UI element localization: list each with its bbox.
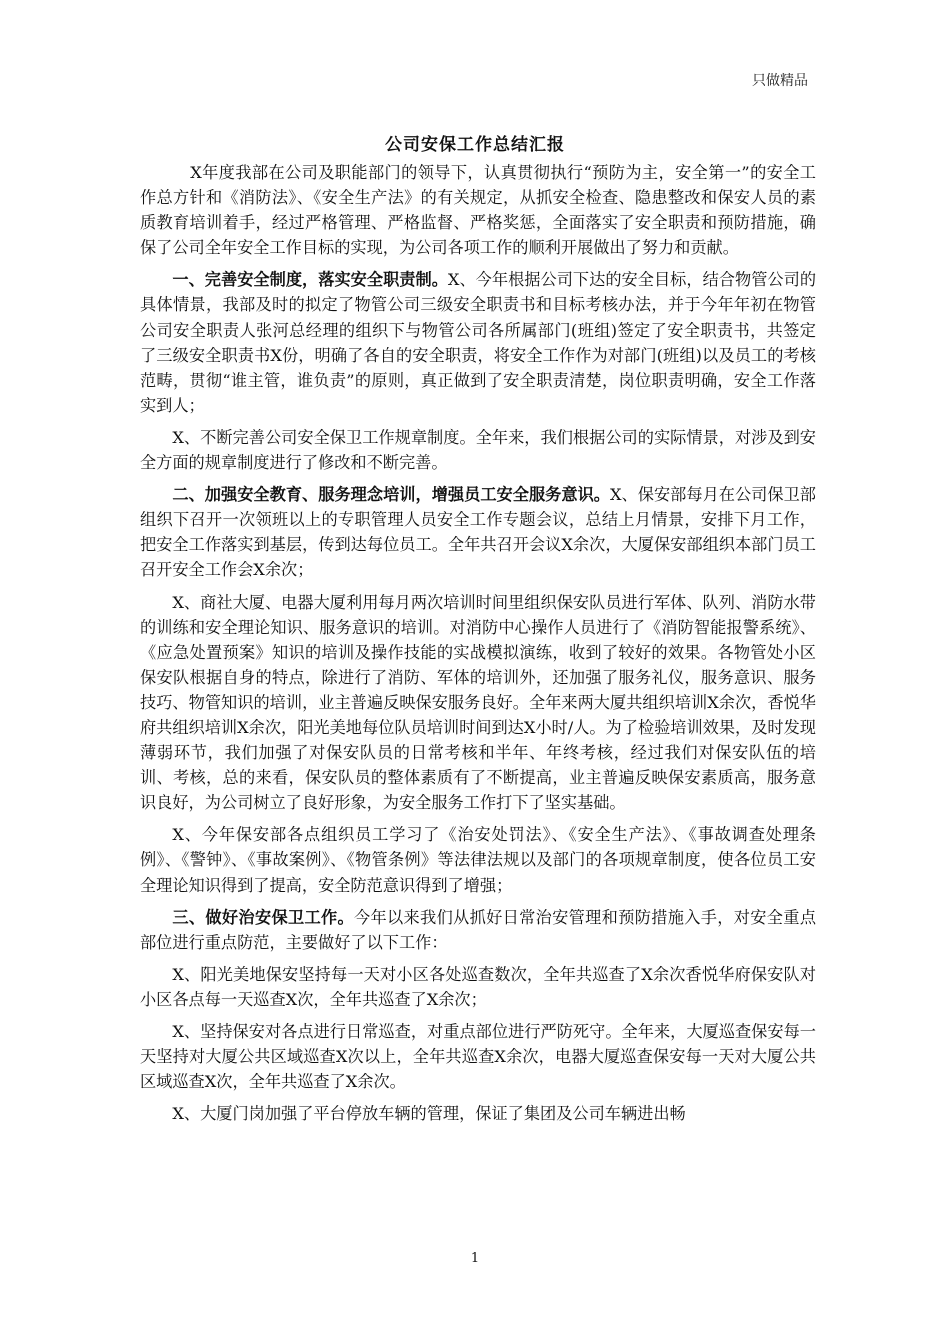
paragraph-text: X、大厦门岗加强了平台停放车辆的管理，保证了集团及公司车辆进出畅 <box>172 1104 686 1124</box>
section-heading-1: 一、完善安全制度，落实安全职责制。 <box>172 270 448 290</box>
header-note: 只做精品 <box>752 73 808 89</box>
paragraph-text: X、坚持保安对各点进行日常巡查，对重点部位进行严防死守。全年来，大厦巡查保安每一天坚持对大厦公共区域巡查X次以上，全年共巡查X余次，电器大厦巡查保安每一天对大厦公共区域巡查X次，全年共巡查了X余次。 <box>140 1022 816 1092</box>
paragraph <box>140 822 816 897</box>
paragraph-section-2 <box>140 482 816 582</box>
paragraph <box>140 962 816 1012</box>
paragraph-intro <box>140 160 816 260</box>
section-heading-2: 二、加强安全教育、服务理念培训，增强员工安全服务意识。 <box>172 485 610 505</box>
paragraph-text: X、不断完善公司安全保卫工作规章制度。全年来，我们根据公司的实际情景，对涉及到安全方面的规章制度进行了修改和不断完善。 <box>140 427 816 473</box>
paragraph-section-3 <box>140 905 816 955</box>
paragraph-text: 今年以来我们从抓好日常治安管理和预防措施入手，对安全重点部位进行重点防范，主要做好了以下工作： <box>140 907 817 952</box>
paragraph-text: X、阳光美地保安坚持每一天对小区各处巡查数次，全年共巡查了X余次香悦华府保安队对小区各点每一天巡查X次，全年共巡查了X余次； <box>140 964 816 1009</box>
paragraph-text: X、今年保安部各点组织员工学习了《治安处罚法》、《安全生产法》、《事故调查处理条例》、《警钟》、《事故案例》、《物管条例》等法律法规以及部门的各项规章制度，使各位员工安全理论知识得到了提高，安全防范意识得到了增强； <box>140 825 816 895</box>
paragraph-text: X、保安部每月在公司保卫部组织下召开一次领班以上的专职管理人员安全工作专题会议，总结上月情景，安排下月工作，把安全工作落实到基层，传到达每位员工。全年共召开会议X余次，大厦保安部组织本部门员工召开安全工作会X余次； <box>140 485 816 580</box>
paragraph-section-1 <box>140 267 816 418</box>
paragraph <box>140 1019 816 1094</box>
paragraph-text: X、商社大厦、电器大厦利用每月两次培训时间里组织保安队员进行军体、队列、消防水带的训练和安全理论知识、服务意识的培训。对消防中心操作人员进行了《消防智能报警系统》、《应急处置预案》知识的培训及操作技能的实战模拟演练，收到了较好的效果。各物管处小区保安队根据自身的特点，除进行了消防、军体的培训外，还加强了服务礼仪，服务意识、服务技巧、物管知识的培训，业主普遍反映保安服务良好。全年来两大厦共组织培训X余次，香悦华府共组织培训X余次，阳光美地每位队员培训时间到达X小时/人。为了检验培训效果，及时发现薄弱环节，我们加强了对保安队员的日常考核和半年、年终考核，经过我们对保安队伍的培训、考核，总的来看，保安队员的整体素质有了不断提高，业主普遍反映保安素质高，服务意识良好，为公司树立了良好形象，为安全服务工作打下了坚实基础。 <box>140 592 816 813</box>
paragraph-text: X、今年根据公司下达的安全目标，结合物管公司的具体情景，我部及时的拟定了物管公司三级安全职责书和目标考核办法，并于今年年初在物管公司安全职责人张河总经理的组织下与物管公司各所属部门(班组)签定了安全职责书，共签定了三级安全职责书X份，明确了各自的安全职责，将安全工作作为对部门(班组)以及员工的考核范畴，贯彻“谁主管，谁负责”的原则，真正做到了安全职责清楚，岗位职责明确，安全工作落实到人； <box>140 270 817 415</box>
page-number: 1 <box>470 1251 480 1266</box>
page-title: 公司安保工作总结汇报 <box>385 135 565 155</box>
section-heading-3: 三、做好治安保卫工作。 <box>172 907 355 927</box>
paragraph <box>140 425 816 475</box>
document-body <box>140 160 816 1133</box>
paragraph-text: X年度我部在公司及职能部门的领导下，认真贯彻执行“预防为主，安全第一”的安全工作总方针和《消防法》、《安全生产法》的有关规定，从抓安全检查、隐患整改和保安人员的素质教育培训着手，经过严格管理、严格监督、严格奖惩，全面落实了安全职责和预防措施，确保了公司全年安全工作目标的实现，为公司各项工作的顺利开展做出了努力和贡献。 <box>140 163 816 258</box>
paragraph <box>140 590 816 816</box>
paragraph <box>140 1101 816 1126</box>
